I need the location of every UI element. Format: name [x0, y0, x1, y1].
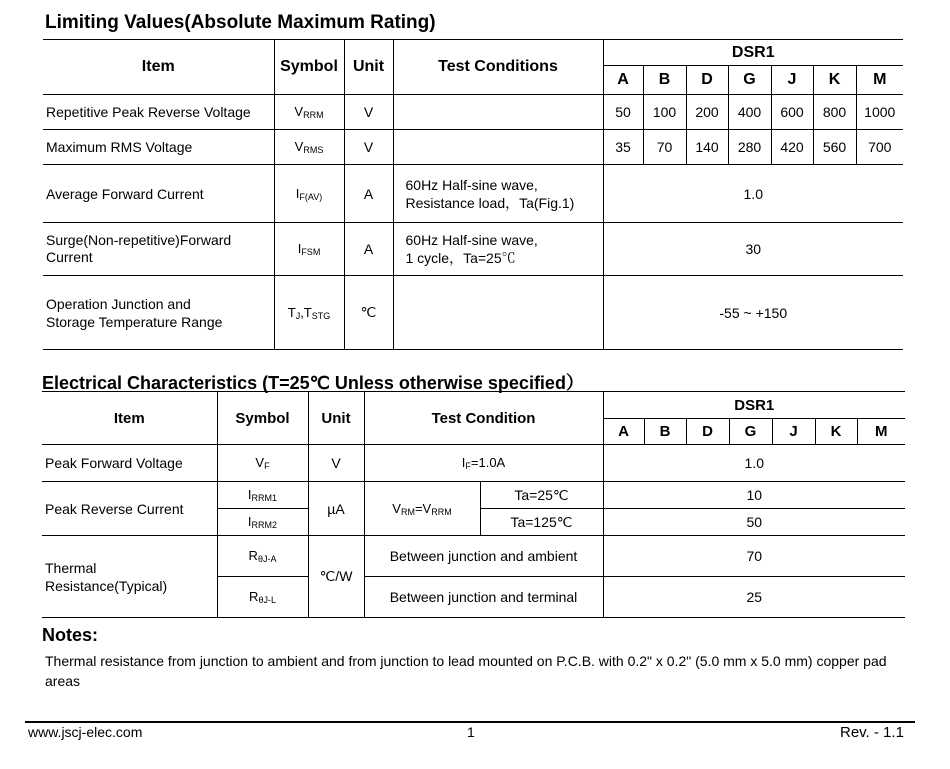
symbol-cell: $R_{\theta J-L}$ — [217, 577, 308, 618]
test-cell — [393, 95, 603, 130]
unit-cell: V — [344, 95, 393, 130]
grade-a: A — [603, 66, 643, 95]
item-label: Thermal Resistance(Typical) — [42, 536, 217, 618]
symbol-cell: $I_{FSM}$ — [274, 223, 344, 276]
grade-g: G — [728, 66, 771, 95]
test-cell: $I_F=1.0A$ — [364, 445, 603, 482]
test-cell: 60Hz Half-sine wave, Resistance load，Ta(Fig.1) — [393, 165, 603, 223]
page-number: 1 — [467, 724, 475, 740]
value-cell: 700 — [868, 139, 892, 155]
value-cell: 30 — [745, 241, 762, 257]
grade-j: J — [772, 419, 815, 445]
grade-a: A — [603, 419, 644, 445]
header-unit: Unit — [344, 40, 393, 95]
header-test-conditions: Test Conditions — [393, 40, 603, 95]
symbol-cell: $V_F$ — [217, 445, 308, 482]
test-cell: Between junction and ambient — [364, 536, 603, 577]
symbol-cell: $I_{F(AV)}$ — [274, 165, 344, 223]
unit-cell: A — [344, 165, 393, 223]
grade-j: J — [771, 66, 813, 95]
table-row — [42, 445, 905, 482]
item-label: Operation Junction and Storage Temperature Range — [43, 276, 274, 350]
table-row — [43, 130, 903, 165]
test-cell: Between junction and terminal — [364, 577, 603, 618]
symbol-cell: $R_{\theta J-A}$ — [217, 536, 308, 577]
unit-cell: V — [344, 130, 393, 165]
table-row — [43, 223, 903, 276]
value-cell: 25 — [746, 589, 763, 605]
grade-k: K — [813, 66, 856, 95]
header-symbol: Symbol — [274, 40, 344, 95]
unit-cell: V — [308, 445, 364, 482]
grade-m: M — [856, 66, 903, 95]
limiting-values-title: Limiting Values(Absolute Maximum Rating) — [45, 12, 436, 33]
unit-cell: ℃/W — [308, 536, 364, 618]
item-label: Surge(Non-repetitive)Forward Current — [43, 223, 274, 276]
temperature-cell: Ta=25℃ — [480, 482, 603, 509]
test-cell: 60Hz Half-sine wave, 1 cycle，Ta=25℃ — [393, 223, 603, 276]
value-cell: 200 — [686, 95, 728, 130]
table-row — [42, 482, 905, 509]
symbol-cell: $V_{RMS}$ — [274, 130, 344, 165]
test-cell — [393, 276, 603, 350]
value-cell: 1.0 — [744, 455, 764, 471]
header-item: Item — [42, 392, 217, 445]
grade-d: D — [686, 419, 729, 445]
value-cell: 560 — [813, 130, 856, 165]
value-cell: 1.0 — [743, 185, 763, 202]
header-device: DSR1 — [603, 392, 905, 419]
header-device: DSR1 — [603, 40, 903, 66]
notes-text: Thermal resistance from junction to ambient and from junction to lead mounted on P.C.B. with 0.2" x 0.2" (5.0 mm x 5.0 mm) copper pad areas — [45, 653, 887, 689]
symbol-cell: $I_{RRM1}$ — [217, 482, 308, 509]
header-item: Item — [43, 40, 274, 95]
symbol-cell: $V_{RRM}$ — [274, 95, 344, 130]
header-test-condition: Test Condition — [364, 392, 603, 445]
value-cell: 50 — [603, 95, 643, 130]
value-cell: 400 — [728, 95, 771, 130]
grade-k: K — [815, 419, 857, 445]
item-label: Repetitive Peak Reverse Voltage — [43, 95, 274, 130]
value-cell: 800 — [813, 95, 856, 130]
header-unit: Unit — [308, 392, 364, 445]
grade-m: M — [857, 419, 905, 445]
grade-g: G — [729, 419, 772, 445]
value-cell: 600 — [771, 95, 813, 130]
header-symbol: Symbol — [217, 392, 308, 445]
unit-cell: ℃ — [344, 276, 393, 350]
grade-b: B — [644, 419, 686, 445]
value-cell: 35 — [603, 130, 643, 165]
value-cell: 100 — [643, 95, 686, 130]
electrical-characteristics-table — [42, 391, 905, 618]
value-cell: 70 — [746, 548, 763, 564]
table-row — [42, 536, 905, 577]
item-label: Average Forward Current — [43, 165, 274, 223]
unit-cell: µA — [308, 482, 364, 536]
value-cell: 50 — [746, 514, 763, 530]
revision-label: Rev. - 1.1 — [840, 724, 904, 741]
value-cell: 70 — [643, 130, 686, 165]
test-cell: $V_{RM}=V_{RRM}$ — [364, 482, 480, 536]
electrical-characteristics-title: Electrical Characteristics (T=25℃ Unless otherwise specified） — [42, 373, 584, 393]
item-label: Peak Forward Voltage — [42, 445, 217, 482]
footer-website-link[interactable]: www.jscj-elec.com — [28, 724, 143, 740]
limiting-values-table — [43, 39, 903, 350]
symbol-cell: $I_{RRM2}$ — [217, 509, 308, 536]
grade-b: B — [643, 66, 686, 95]
symbol-cell: $T_J,T_{STG}$ — [274, 276, 344, 350]
test-cell — [393, 130, 603, 165]
value-cell: 140 — [686, 130, 728, 165]
item-label: Maximum RMS Voltage — [43, 130, 274, 165]
grade-d: D — [686, 66, 728, 95]
table-row — [43, 95, 903, 130]
footer-divider — [25, 721, 915, 723]
temperature-cell: Ta=125℃ — [480, 509, 603, 536]
value-cell: 420 — [771, 130, 813, 165]
item-label: Peak Reverse Current — [42, 482, 217, 536]
notes-title: Notes: — [42, 625, 99, 645]
table-row — [43, 165, 903, 223]
value-cell: -55 ~ +150 — [719, 304, 788, 321]
value-cell: 10 — [746, 487, 763, 503]
table-row — [43, 276, 903, 350]
value-cell: 1000 — [864, 104, 896, 120]
unit-cell: A — [344, 223, 393, 276]
value-cell: 280 — [728, 130, 771, 165]
